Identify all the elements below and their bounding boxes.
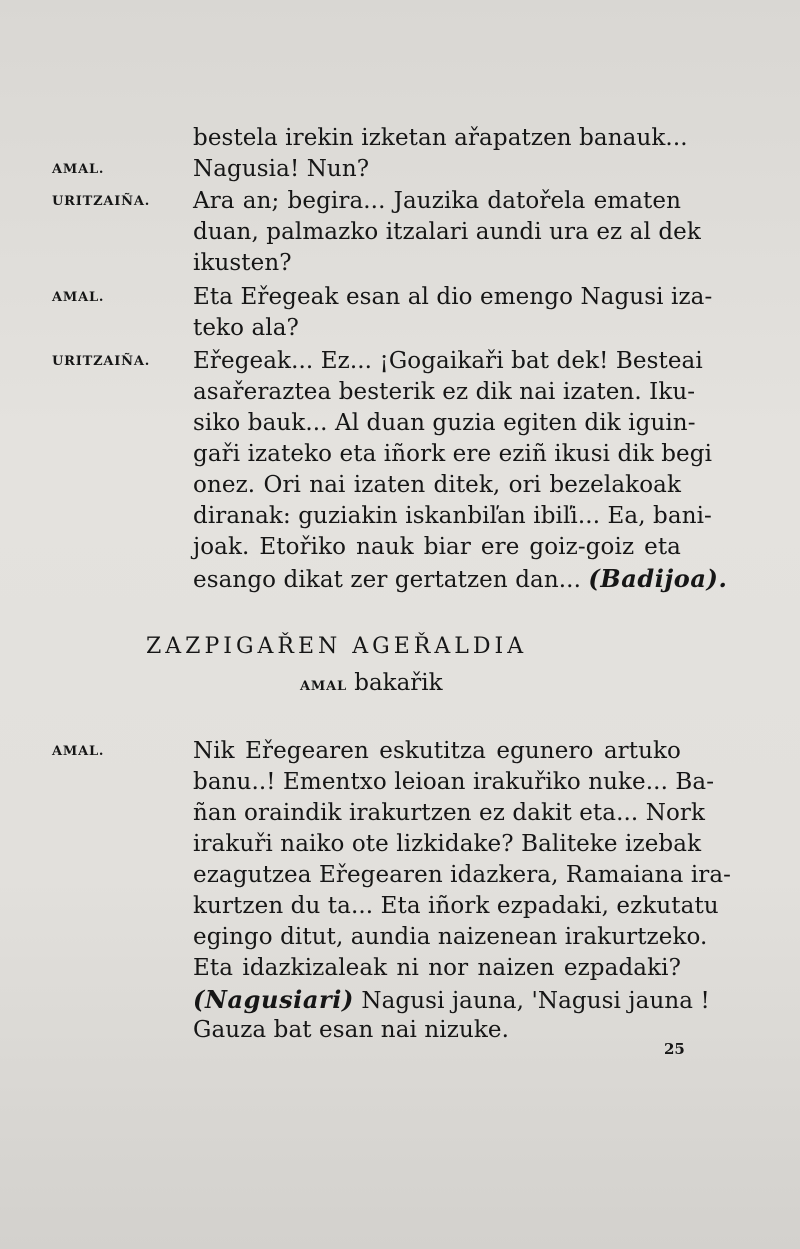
speaker-label: AMAL. [52,290,105,305]
dialogue-line: teko ala? [193,315,299,341]
dialogue-line: ñan oraindik irakurtzen ez dakit eta... Nork [193,800,706,826]
dialogue-line: Ara an; begira... Jauzika datořela ematen [193,188,681,214]
dialogue-line-with-stage-direction [193,563,728,594]
dialogue-line: bestela irekin izketan ařapatzen banauk... [193,125,688,151]
dialogue-line: Eta Eřegeak esan al dio emengo Nagusi iza- [193,284,713,310]
dialogue-line: onez. Ori nai izaten ditek, ori bezelakoak [193,472,681,498]
dialogue-line: Nagusia! Nun? [193,156,370,182]
dialogue-line: asařeraztea besterik ez dik nai izaten. Iku- [193,379,696,405]
dialogue-line: Nik Eřegearen eskutitza egunero artuko [193,738,681,764]
dialogue-line: Eta idazkizaleak ni nor naizen ezpadaki? [193,955,681,981]
dialogue-line: Gauza bat esan nai nizuke. [193,1017,510,1043]
scene-subheading [300,668,443,702]
dialogue-line: duan, palmazko itzalari aundi ura ez al dek [193,219,701,245]
scene-speaker: AMAL [300,679,347,694]
dialogue-line: irakuři naiko ote lizkidake? Baliteke izebak [193,831,702,857]
page-number: 25 [664,1040,685,1058]
dialogue-line: ikusten? [193,250,292,276]
scene-sub-text: bakařik [346,670,443,696]
dialogue-line: siko bauk... Al duan guzia egiten dik iguin- [193,410,696,436]
scene-heading: ZAZPIGAŘEN AGEŘALDIA [146,634,528,659]
dialogue-line: joak. Etořiko nauk biar ere goiz-goiz eta [193,534,681,560]
stage-direction: (Badijoa). [588,564,728,593]
dialogue-line: gaři izateko eta iñork ere eziñ ikusi dik begi [193,441,713,467]
speaker-label: URITZAIÑA. [52,194,151,209]
dialogue-line: diranak: guziakin iskanbiľan ibiľi... Ea, bani- [193,503,712,529]
dialogue-line: egingo ditut, aundia naizenean irakurtzeko. [193,924,708,950]
dialogue-line: ezagutzea Eřegearen idazkera, Ramaiana ira- [193,862,732,888]
speaker-label: AMAL. [52,744,105,759]
stage-direction: (Nagusiari) [193,985,354,1014]
dialogue-text: esango dikat zer gertatzen dan... [193,567,581,593]
dialogue-line: kurtzen du ta... Eta iñork ezpadaki, ezkutatu [193,893,719,919]
speaker-label: URITZAIÑA. [52,354,151,369]
dialogue-line: Eřegeak... Ez... ¡Gogaikaři bat dek! Besteai [193,348,703,374]
dialogue-line-with-stage-direction [193,984,710,1015]
speaker-label: AMAL. [52,162,105,177]
dialogue-text: Nagusi jauna, 'Nagusi jauna ! [353,988,710,1014]
dialogue-line: banu..! Ementxo leioan irakuřiko nuke... Ba- [193,769,715,795]
